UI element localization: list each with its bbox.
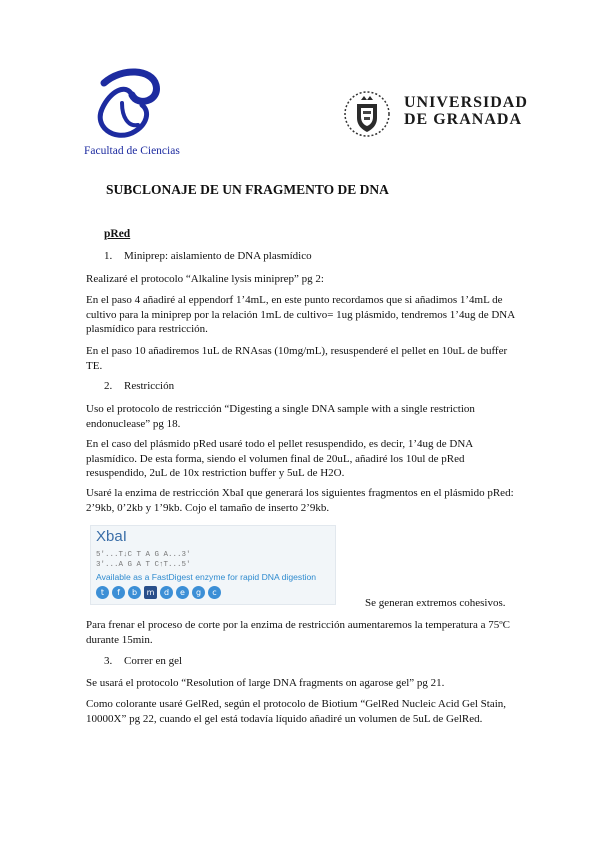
paragraph-3: En el paso 10 añadiremos 1uL de RNAsas (10mg/mL), resuspenderé el pellet en 10uL de buffer TE.: [86, 345, 508, 372]
list-label: Restricción: [124, 380, 175, 392]
paragraph-5: En el caso del plásmido pRed usaré todo el pellet resuspendido, es decir, 1’4ug de DNA plasmídico. De esta forma, siendo el volumen final de 20uL, añadiré los 10ul de pRed resuspendido, 2uL de 10x restriction buffer y 5uL de H2O.: [86, 438, 473, 479]
cohesive-note: Se generan extremos cohesivos.: [365, 597, 506, 609]
twitter-icon[interactable]: t: [96, 586, 109, 599]
sequence-bottom: 3'...A G A T C↑T...5': [96, 561, 191, 569]
fastdigest-text: Available as a FastDigest enzyme for rapid DNA digestion: [96, 572, 317, 582]
paragraph-6: Usaré la enzima de restricción XbaI que generará los siguientes fragmentos en el plásmido pRed: 2’9kb, 0’2kb y 1’9kb. Cojo el tamaño de inserto 2’9kb.: [86, 487, 514, 514]
paragraph-9: Como colorante usaré GelRed, según el protocolo de Biotium “GelRed Nucleic Acid Gel Stain, 10000X” pg 22, cuando el gel está todavía líquido añadiré un volumen de 5uL de GelRed.: [86, 698, 507, 725]
section-title: pRed: [104, 228, 131, 240]
paragraph-4: Uso el protocolo de restricción “Digesting a single DNA sample with a single restriction endonuclease” pg 18.: [86, 403, 475, 430]
share-icons: [96, 586, 221, 599]
university-line2: DE GRANADA: [404, 111, 522, 128]
document-title: SUBCLONAJE DE UN FRAGMENTO DE DNA: [106, 182, 389, 197]
download-icon[interactable]: d: [160, 586, 173, 599]
list-label: Correr en gel: [124, 655, 183, 667]
google-icon[interactable]: g: [192, 586, 205, 599]
list-number: 2.: [104, 380, 113, 392]
list-label: Miniprep: aislamiento de DNA plasmídico: [124, 250, 312, 262]
faculty-label: Facultad de Ciencias: [84, 145, 180, 157]
list-item-3: [104, 655, 182, 667]
list-number: 3.: [104, 655, 113, 667]
list-item-2: [104, 380, 174, 392]
email-icon[interactable]: e: [176, 586, 189, 599]
sequence-top: 5'...T↓C T A G A...3': [96, 551, 191, 559]
contact-icon[interactable]: c: [208, 586, 221, 599]
university-line1: UNIVERSIDAD: [404, 94, 528, 111]
blog-icon[interactable]: b: [128, 586, 141, 599]
enzyme-card: [90, 525, 336, 605]
list-number: 1.: [104, 250, 113, 262]
paragraph-7: Para frenar el proceso de corte por la enzima de restricción aumentaremos la temperatura a 75ºC durante 15min.: [86, 619, 510, 646]
media-icon[interactable]: m: [144, 586, 157, 599]
enzyme-name: XbaI: [96, 528, 127, 545]
university-name: [404, 94, 528, 128]
list-item-1: [104, 250, 312, 262]
paragraph-1: Realizaré el protocolo “Alkaline lysis miniprep” pg 2:: [86, 273, 324, 285]
paragraph-2: En el paso 4 añadiré al eppendorf 1’4mL, en este punto recordamos que si añadimos 1’4mL de cultivo para la miniprep por la relación 1mL de cultivo= 1ug plásmido, tendremos 1’4ug de DNA plasmídico para restricción.: [86, 294, 515, 335]
faculty-swirl-logo-icon: [92, 65, 164, 143]
facebook-icon[interactable]: f: [112, 586, 125, 599]
paragraph-8: Se usará el protocolo “Resolution of large DNA fragments on agarose gel” pg 21.: [86, 677, 445, 689]
university-crest-icon: [343, 90, 391, 138]
